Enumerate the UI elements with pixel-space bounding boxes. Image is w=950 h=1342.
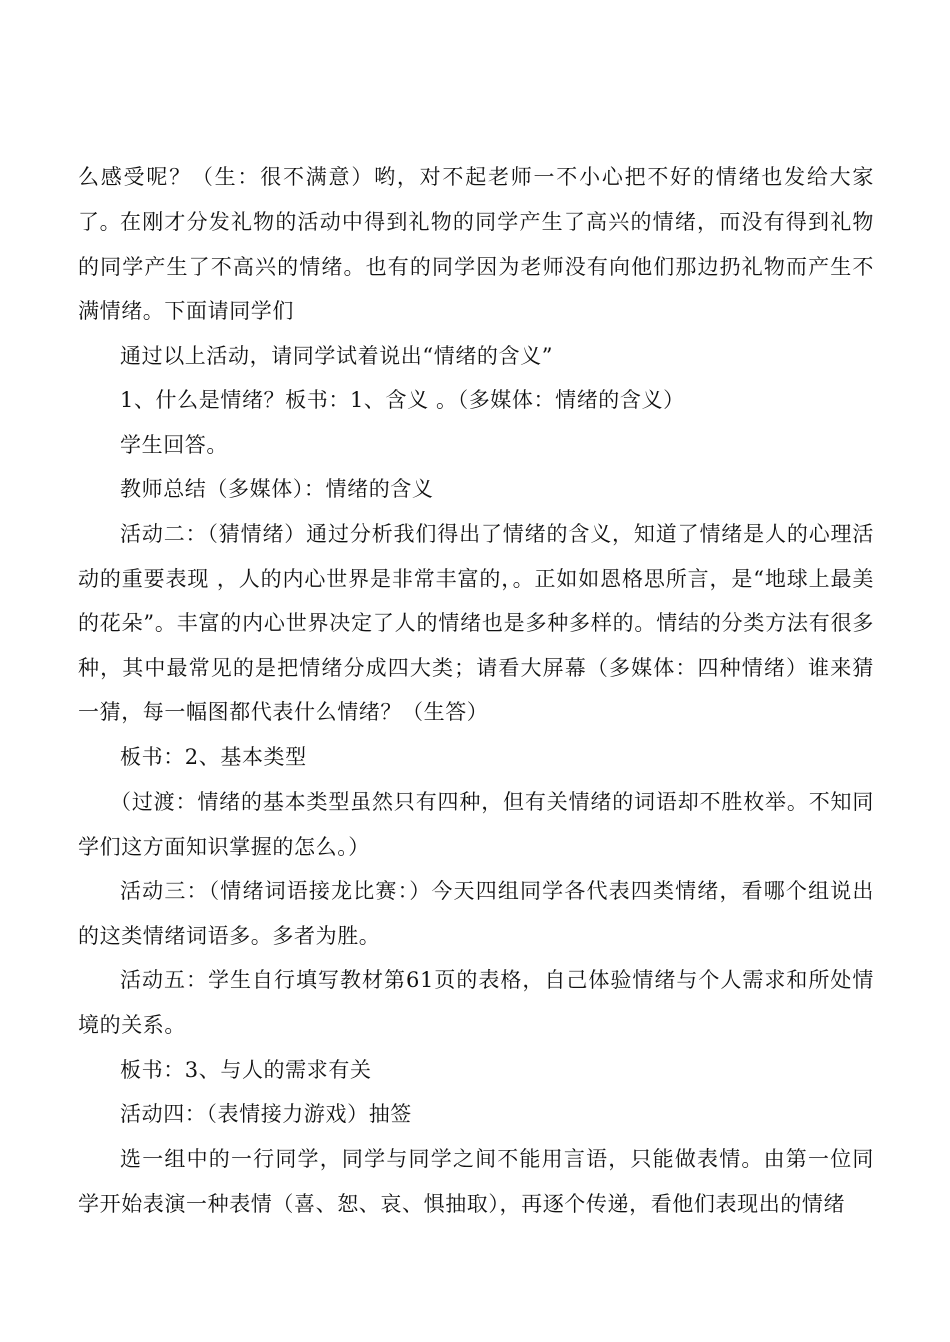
paragraph-12: 板书：3、与人的需求有关: [120, 1058, 372, 1082]
paragraph-14: 选一组中的一行同学，同学与同学之间不能用言语，只能做表情。由第一位同学开始表演一种表情（喜、恕、哀、惧抽取），再逐个传递，看他们表现出的情绪: [78, 1147, 874, 1216]
paragraph-13: 活动四：（表情接力游戏）抽签: [120, 1102, 412, 1126]
paragraph-11: 活动五：学生自行填写教材第61页的表格，自己体验情绪与个人需求和所处情境的关系。: [78, 968, 874, 1037]
paragraph-9: （过渡：情绪的基本类型虽然只有四种，但有关情绪的词语却不胜枚举。不知同学们这方面知识掌握的怎么。）: [78, 790, 874, 859]
paragraph-5: 学生回答。: [120, 433, 228, 457]
paragraph-4: 1、什么是情绪？板书：1、含义 。（多媒体：情绪的含义）: [120, 388, 685, 412]
paragraph-7: 活动二：（猜情绪）通过分析我们得出了情绪的含义，知道了情绪是人的心理活动的重要表现 ，人的内心世界是非常丰富的，。正如如恩格思所言，是“地球上最美的花朵”。丰富的内心世界决定了人的情绪也是多种多样的。情结的分类方法有很多种，其中最常见的是把情绪分成四大类；请看大屏幕（多媒体：四种情绪）谁来猜一猜，每一幅图都代表什么情绪？（生答）: [78, 522, 874, 725]
paragraph-3: 通过以上活动，请同学试着说出“情绪的含义”: [120, 344, 554, 368]
paragraph-10: 活动三：（情绪词语接龙比赛：）今天四组同学各代表四类情绪，看哪个组说出的这类情绪词语多。多者为胜。: [78, 879, 874, 948]
paragraph-2: 在刚才分发礼物的活动中得到礼物的同学产生了高兴的情绪，而没有得到礼物的同学产生了不高兴的情绪。也有的同学因为老师没有向他们那边扔礼物而产生不满情绪。下面请同学们: [78, 210, 874, 324]
paragraph-8: 板书：2、基本类型: [120, 745, 307, 769]
paragraph-1: 么感受呢？（生：很不满意）哟，对不起老师一不小心把不好的情绪也发给大家了。: [78, 165, 874, 234]
paragraph-6: 教师总结（多媒体）：情绪的含义: [120, 477, 434, 501]
